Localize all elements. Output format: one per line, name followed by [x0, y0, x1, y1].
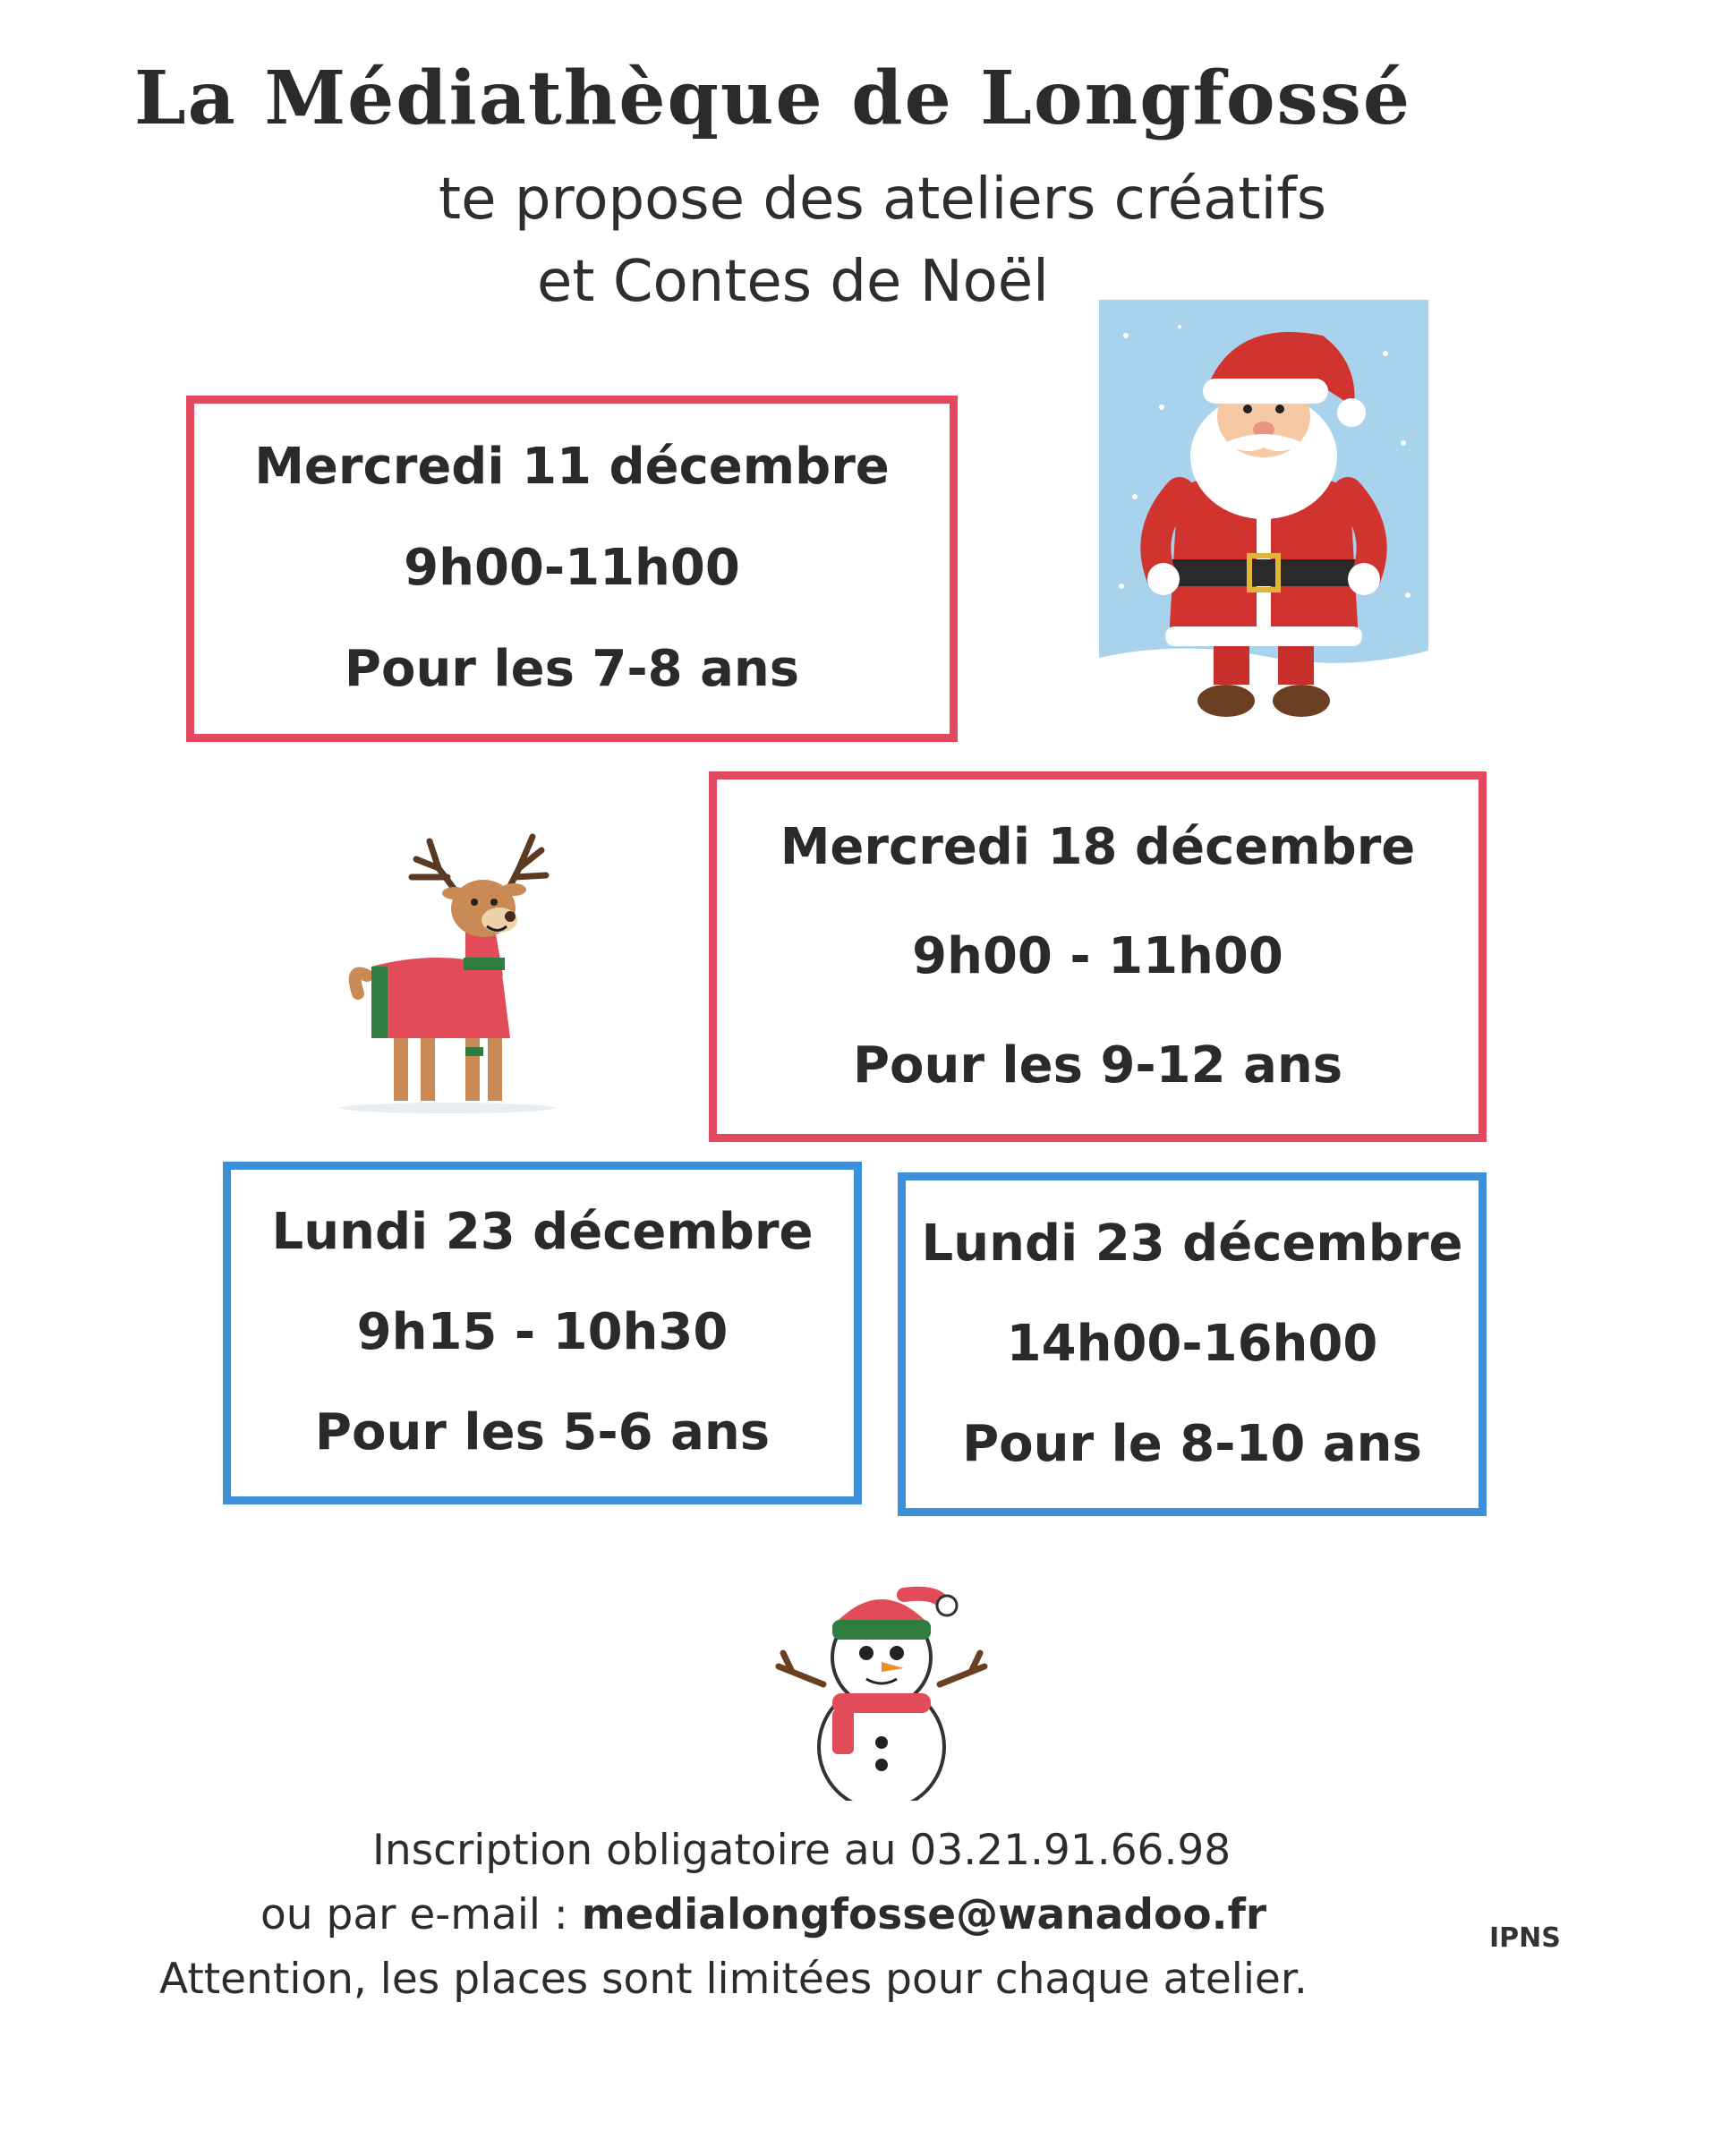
email-address[interactable]: medialongfosse@wanadoo.fr	[581, 1890, 1267, 1939]
session-day: Mercredi 18 décembre	[780, 817, 1416, 876]
snowman-icon	[770, 1568, 993, 1801]
session-age: Pour les 9-12 ans	[852, 1035, 1343, 1095]
session-time: 9h00 - 11h00	[912, 926, 1283, 985]
santa-claus-icon	[1099, 300, 1428, 725]
page-title: La Médiathèque de Longfossé	[134, 55, 1412, 141]
session-age: Pour le 8-10 ans	[962, 1414, 1422, 1473]
session-day: Mercredi 11 décembre	[254, 438, 890, 496]
session-day: Lundi 23 décembre	[921, 1214, 1463, 1273]
email-prefix: ou par e-mail :	[260, 1890, 582, 1939]
ipns-badge: IPNS	[1489, 1922, 1561, 1954]
session-card	[186, 396, 958, 742]
session-time: 9h15 - 10h30	[356, 1302, 729, 1361]
session-card	[709, 771, 1487, 1142]
session-card	[223, 1162, 862, 1504]
session-age: Pour les 7-8 ans	[344, 640, 800, 698]
subtitle-line-1: te propose des ateliers créatifs	[439, 166, 1327, 233]
registration-phone-line: Inscription obligatoire au 03.21.91.66.98	[372, 1826, 1231, 1875]
reindeer-icon	[331, 823, 573, 1119]
session-time: 14h00-16h00	[1006, 1314, 1378, 1373]
limited-places-notice: Attention, les places sont limitées pour chaque atelier.	[159, 1955, 1308, 2004]
subtitle-line-2: et Contes de Noël	[537, 249, 1049, 315]
session-time: 9h00-11h00	[404, 539, 740, 597]
session-day: Lundi 23 décembre	[271, 1203, 814, 1262]
session-card	[898, 1172, 1487, 1516]
session-age: Pour les 5-6 ans	[314, 1402, 771, 1461]
